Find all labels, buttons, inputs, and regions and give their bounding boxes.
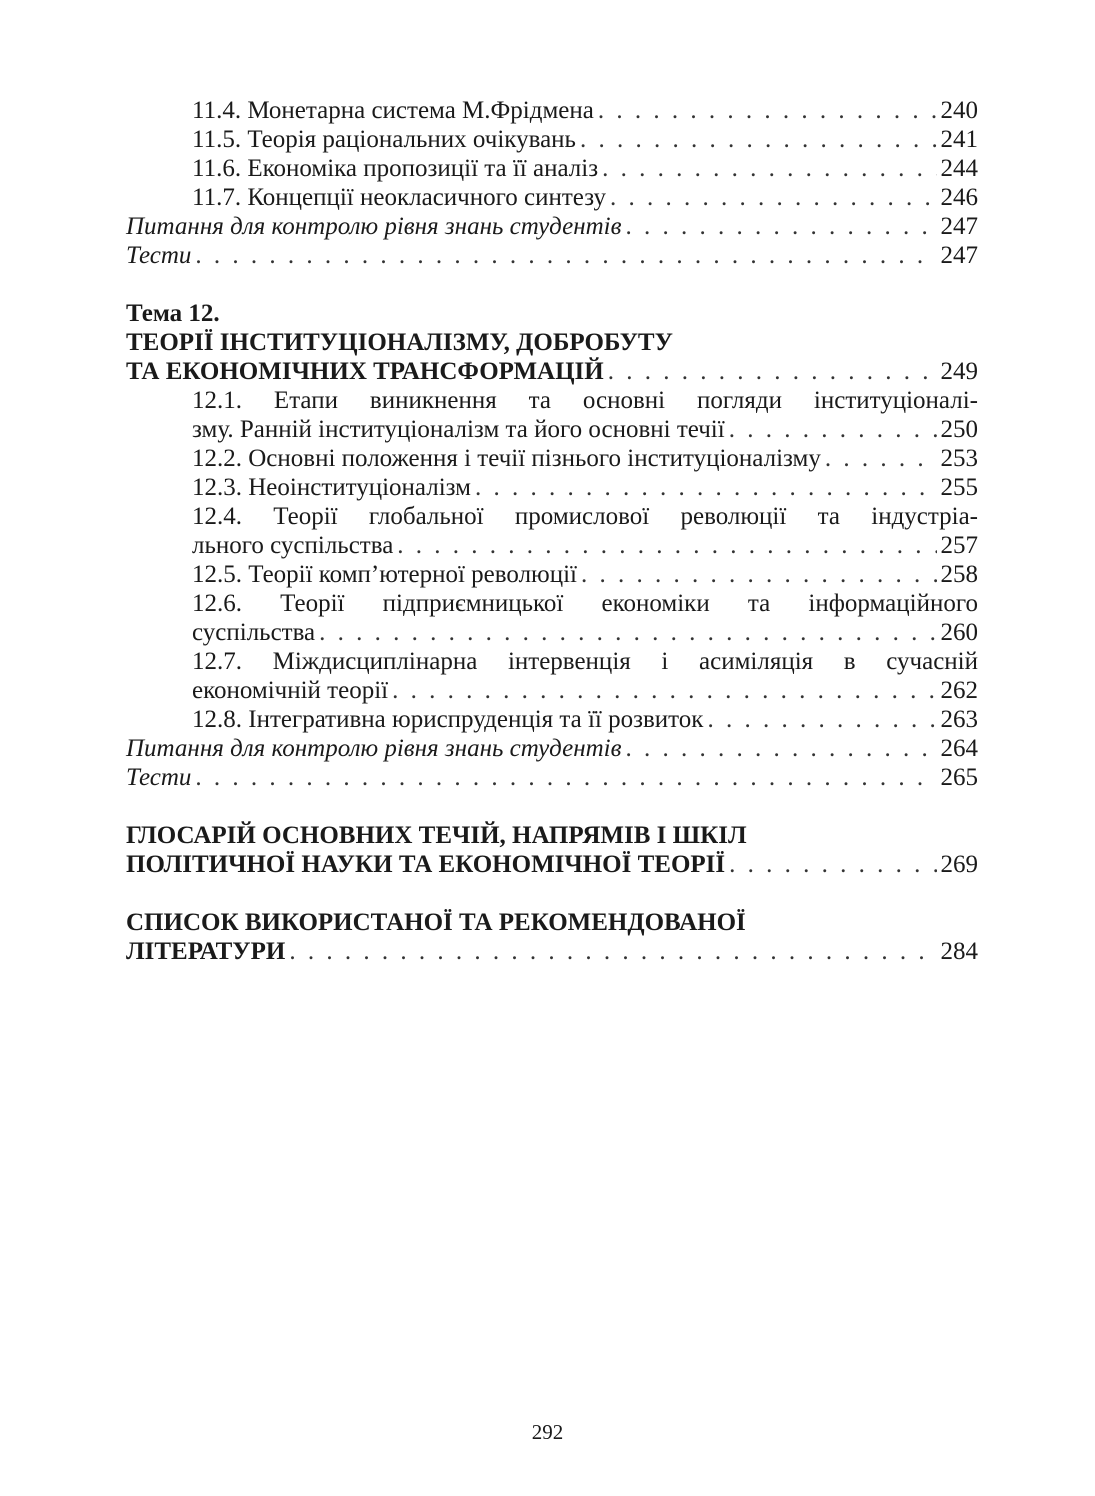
table-of-contents <box>126 96 978 966</box>
spacer <box>126 792 978 821</box>
toc-entry-title: 12.5. Теорії комп’ютерної революції <box>192 561 577 588</box>
toc-entry-12-4[interactable] <box>126 531 978 560</box>
dot-leader <box>608 357 937 386</box>
dot-leader <box>707 705 936 734</box>
toc-entry-12-6-line1: 12.6. Теорії підприємницької економіки та інформаційного <box>192 590 978 617</box>
glossary-title-line1: ГЛОСАРІЙ ОСНОВНИХ ТЕЧІЙ, НАПРЯМІВ І ШКІЛ <box>126 822 747 849</box>
dot-leader <box>610 183 936 212</box>
toc-entry-title: 12.8. Інтегративна юриспруденція та її розвиток <box>192 706 704 733</box>
toc-entry-page: 265 <box>940 764 978 791</box>
topic-12-title-line1: ТЕОРІЇ ІНСТИТУЦІОНАЛІЗМУ, ДОБРОБУТУ <box>126 329 673 356</box>
toc-entry-title: Тести <box>126 764 192 791</box>
toc-entry-page: 269 <box>940 851 978 878</box>
spacer <box>126 879 978 908</box>
toc-entry-title: льного суспільства <box>192 532 394 559</box>
dot-leader <box>580 125 937 154</box>
toc-entry-page: 284 <box>940 938 978 965</box>
toc-entry-page: 244 <box>940 155 978 182</box>
toc-entry-page: 247 <box>940 242 978 269</box>
toc-entry-11-6[interactable] <box>126 154 978 183</box>
toc-entry-title: 11.6. Економіка пропозиції та її аналіз <box>192 155 599 182</box>
toc-entry-title: 11.5. Теорія раціональних очікувань <box>192 126 576 153</box>
toc-entry-12-7[interactable] <box>126 676 978 705</box>
toc-entry-page: 264 <box>940 735 978 762</box>
toc-entry-12-2[interactable] <box>126 444 978 473</box>
toc-entry-title: ПОЛІТИЧНОЇ НАУКИ ТА ЕКОНОМІЧНОЇ ТЕОРІЇ <box>126 851 726 878</box>
toc-entry-title: 12.2. Основні положення і течії пізнього інституціоналізму <box>192 445 821 472</box>
dot-leader <box>397 531 936 560</box>
toc-entry-title: 11.4. Монетарна система М.Фрідмена <box>192 97 594 124</box>
toc-entry-questions-11[interactable] <box>126 212 978 241</box>
spacer <box>126 270 978 299</box>
toc-entry-title: ЛІТЕРАТУРИ <box>126 938 286 965</box>
toc-entry-page: 253 <box>940 445 978 472</box>
dot-leader <box>825 444 937 473</box>
toc-entry-title: Питання для контролю рівня знань студентів <box>126 735 622 762</box>
toc-entry-page: 258 <box>940 561 978 588</box>
toc-entry-12-1-line1: 12.1. Етапи виникнення та основні погляди інституціоналі- <box>192 387 978 414</box>
toc-entry-12-3[interactable] <box>126 473 978 502</box>
toc-entry-page: 246 <box>940 184 978 211</box>
toc-entry-tests-12[interactable] <box>126 763 978 792</box>
topic-12-label: Тема 12. <box>126 300 220 327</box>
toc-entry-12-6[interactable] <box>126 618 978 647</box>
toc-entry-references[interactable] <box>126 937 978 966</box>
dot-leader <box>581 560 937 589</box>
dot-leader <box>602 154 936 183</box>
dot-leader <box>475 473 936 502</box>
dot-leader <box>729 415 937 444</box>
toc-entry-questions-12[interactable] <box>126 734 978 763</box>
dot-leader <box>729 850 936 879</box>
dot-leader <box>625 734 936 763</box>
toc-entry-page: 240 <box>940 97 978 124</box>
toc-entry-topic-12[interactable] <box>126 357 978 386</box>
page-number: 292 <box>531 1420 564 1444</box>
toc-entry-12-7-line1: 12.7. Міждисциплінарна інтервенція і асиміляція в сучасній <box>192 648 978 675</box>
toc-entry-12-1[interactable] <box>126 415 978 444</box>
toc-entry-tests-11[interactable] <box>126 241 978 270</box>
dot-leader <box>319 618 936 647</box>
toc-entry-11-7[interactable] <box>126 183 978 212</box>
dot-leader <box>392 676 936 705</box>
toc-entry-title: суспільства <box>192 619 316 646</box>
toc-entry-title: Питання для контролю рівня знань студентів <box>126 213 622 240</box>
toc-entry-page: 241 <box>940 126 978 153</box>
toc-entry-page: 262 <box>940 677 978 704</box>
toc-entry-glossary[interactable] <box>126 850 978 879</box>
toc-entry-page: 260 <box>940 619 978 646</box>
toc-entry-page: 257 <box>940 532 978 559</box>
toc-entry-title: 12.3. Неоінституціоналізм <box>192 474 472 501</box>
toc-entry-title: економічній теорії <box>192 677 389 704</box>
dot-leader <box>195 241 936 270</box>
dot-leader <box>598 96 937 125</box>
dot-leader <box>625 212 936 241</box>
toc-entry-title: зму. Ранній інституціоналізм та його основні течії <box>192 416 725 443</box>
toc-entry-title: 11.7. Концепції неокласичного синтезу <box>192 184 607 211</box>
toc-entry-page: 250 <box>940 416 978 443</box>
toc-entry-12-8[interactable] <box>126 705 978 734</box>
toc-entry-page: 249 <box>940 358 978 385</box>
references-title-line1: СПИСОК ВИКОРИСТАНОЇ ТА РЕКОМЕНДОВАНОЇ <box>126 909 746 936</box>
toc-entry-11-4[interactable] <box>126 96 978 125</box>
toc-entry-page: 255 <box>940 474 978 501</box>
dot-leader <box>289 937 936 966</box>
toc-entry-12-5[interactable] <box>126 560 978 589</box>
toc-entry-12-4-line1: 12.4. Теорії глобальної промислової революції та індустріа- <box>192 503 978 530</box>
toc-entry-title: ТА ЕКОНОМІЧНИХ ТРАНСФОРМАЦІЙ <box>126 358 604 385</box>
toc-entry-title: Тести <box>126 242 192 269</box>
toc-entry-11-5[interactable] <box>126 125 978 154</box>
toc-entry-page: 247 <box>940 213 978 240</box>
toc-entry-page: 263 <box>940 706 978 733</box>
dot-leader <box>195 763 936 792</box>
